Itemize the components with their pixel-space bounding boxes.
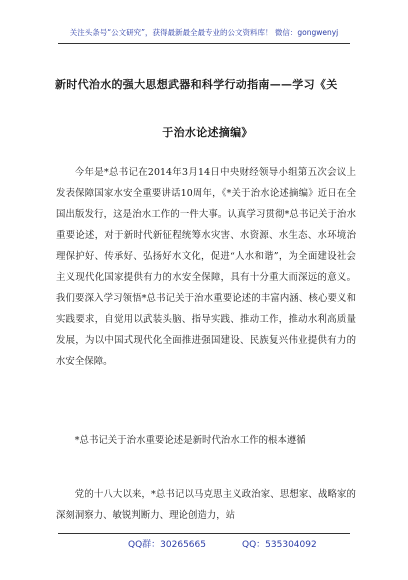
section-heading	[56, 430, 356, 451]
paragraph-text: 今年是*总书记在2014年3月14日中央财经领导小组第五次会议上发表保障国家水安全重要讲话10周年，《*关于治水论述摘编》近日在全国出版发行，这是治水工作的一件大事。认真学习贯彻*总书记关于治水重要论述，对于新时代新征程统筹水灾害、水资源、水生态、水环境治理保护好、传承好、弘扬好水文化，促进“人水和谐”，为全面建设社会主义现代化国家提供有力的水安全保障，具有十分重大而深远的意义。我们要深入学习领悟*总书记关于治水重要论述的丰富内涵、核心要义和实践要求，自觉用以武装头脑、指导实践、推动工作，推动水利高质量发展，为以中国式现代化全面推进强国建设、民族复兴伟业提供有力的水安全保障。	[56, 167, 356, 367]
footer-qq-number: QQ：535304092	[242, 540, 317, 550]
paragraph-intro	[56, 162, 356, 372]
paragraph-text: 党的十八大以来，*总书记以马克思主义政治家、思想家、战略家的深刻洞察力、敏锐判断力、理论创造力，站	[56, 489, 356, 521]
header-divider	[58, 43, 350, 44]
section-heading-text: *总书记关于治水重要论述是新时代治水工作的根本遵循	[74, 435, 306, 446]
page-header	[0, 0, 408, 56]
footer-qq-group: QQ群：30265665	[128, 540, 206, 550]
header-notice: 关注头条号“公文研究”，获得最新最全最专业的公文资料库！ 微信：gongwenyj	[69, 28, 339, 37]
footer-divider	[58, 533, 350, 534]
document-title-line1: 新时代治水的强大思想武器和科学行动指南——学习《关	[55, 78, 338, 91]
paragraph-body	[56, 484, 356, 526]
document-title-line2: 于治水论述摘编》	[162, 126, 253, 139]
page-footer	[0, 537, 408, 551]
